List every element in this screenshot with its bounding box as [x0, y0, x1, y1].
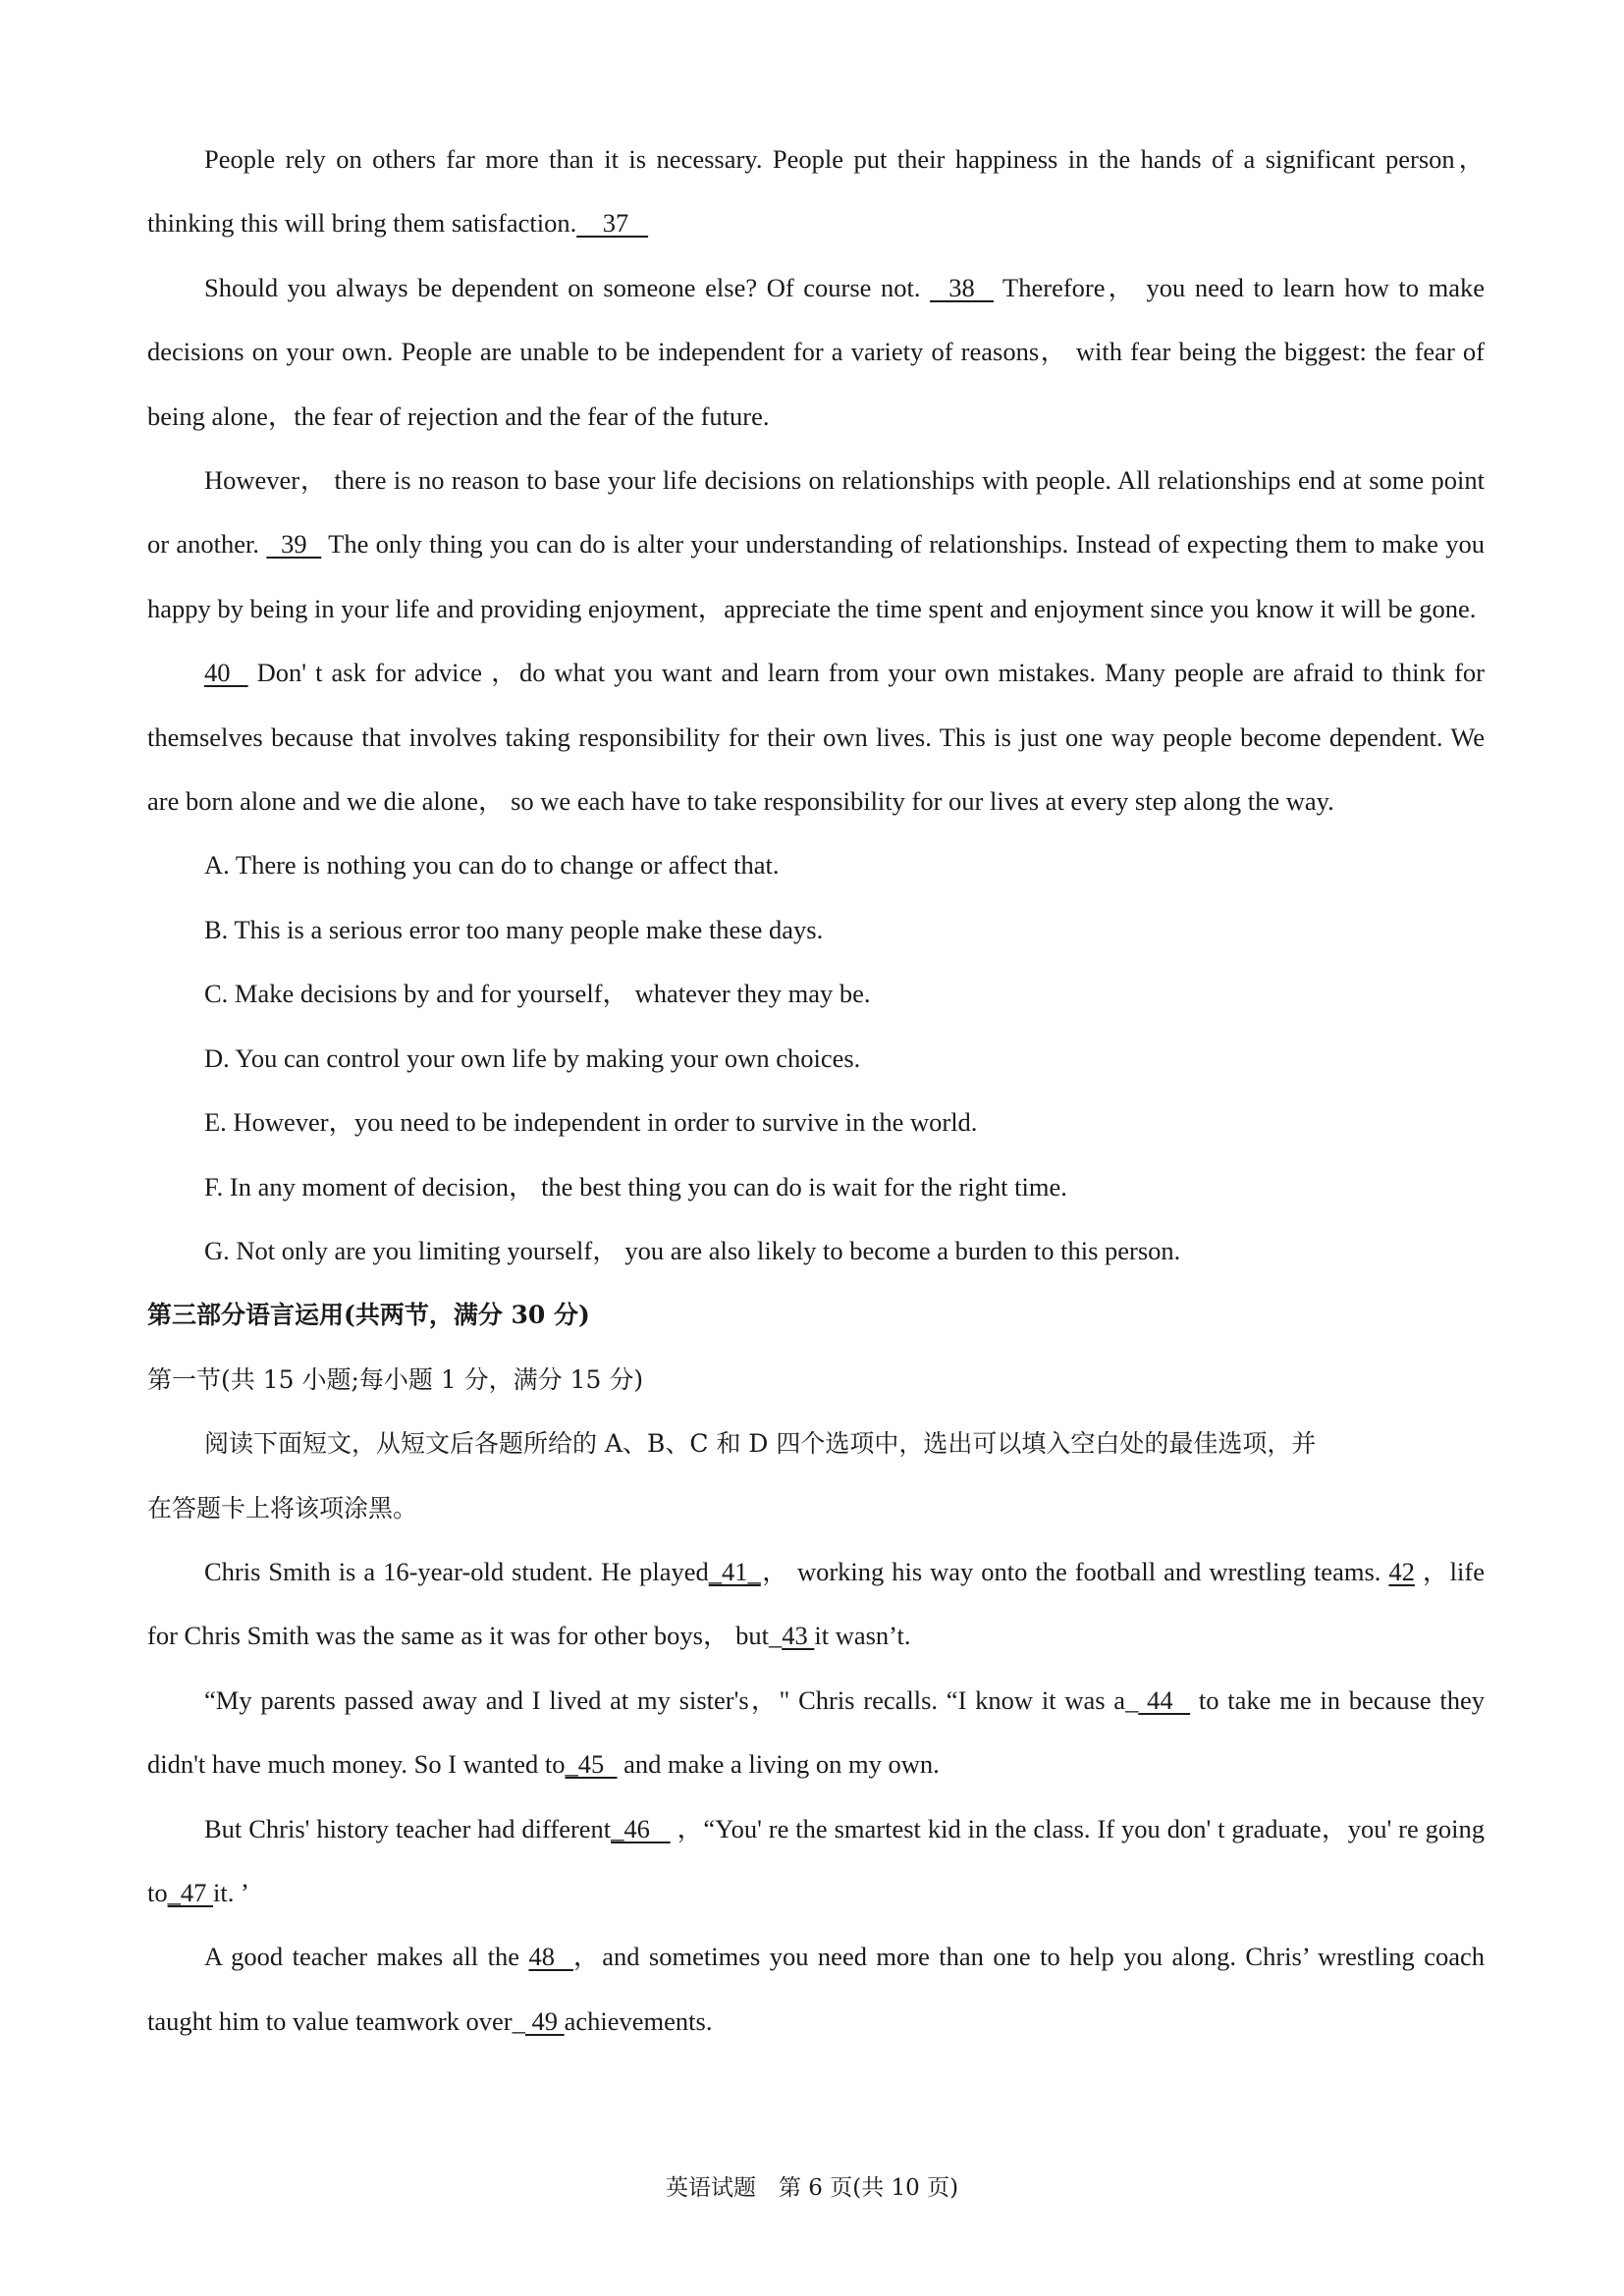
option-b: B. This is a serious error too many people make these days. [204, 914, 824, 944]
instructions-line-1: 阅读下面短文，从短文后各题所给的 A、B、C 和 D 四个选项中，选出可以填入空白处的最佳选项，并 [204, 1429, 1317, 1459]
cloze-paragraph-4 [147, 1925, 1485, 2054]
blank-37: 37 [576, 208, 649, 239]
option-a: A. There is nothing you can do to change or affect that. [204, 850, 780, 881]
text: ， working his way onto the football and wrestling teams. [760, 1556, 1389, 1586]
passage-paragraph-4 [147, 641, 1485, 833]
text: Should you always be dependent on someone else? Of course not. [204, 272, 931, 302]
blank-44: 44 [1138, 1684, 1191, 1715]
blank-42: 42 [1388, 1556, 1415, 1586]
text: Don' t ask for advice ，do what you want and learn from your own mistakes. Many people are afraid to think for themselves because that involves taking responsibility for their own lives. This is just one way people become dependent. We are born alone and we die alone， so we each have to take responsibility for our lives at every step along the way. [147, 658, 1485, 817]
blank-39: 39 [266, 529, 322, 560]
text: ，and sometimes you need more than one to help you along. Chris’ wrestling coach taught him to value teamwork over_ [147, 1942, 1486, 2036]
text: “My parents passed away and I lived at my sister's，" Chris recalls. “I know it was a_ [204, 1684, 1139, 1715]
blank-40: 40 [204, 658, 248, 688]
option-g: G. Not only are you limiting yourself， you are also likely to become a burden to this person. [204, 1235, 1181, 1265]
text: A good teacher makes all the [204, 1942, 529, 1972]
cloze-paragraph-2 [147, 1669, 1485, 1797]
option-e: E. However，you need to be independent in order to survive in the world. [204, 1107, 978, 1138]
option-d: D. You can control your own life by making your own choices. [204, 1042, 861, 1073]
cloze-paragraph-3 [147, 1797, 1485, 1926]
cloze-paragraph-1 [147, 1540, 1485, 1669]
instructions-line-2: 在答题卡上将该项涂黑。 [147, 1493, 418, 1522]
text: it. ’ [213, 1877, 249, 1907]
blank-45: _45 [565, 1749, 618, 1780]
text: achievements. [564, 2005, 713, 2036]
text: People rely on others far more than it is necessary. People put their happiness in the hands of a significant person，thinking this will bring them satisfaction. [147, 144, 1485, 239]
blank-48: 48 [528, 1942, 573, 1972]
blank-41: _41_ [708, 1556, 761, 1586]
section-heading: 第三部分语言运用(共两节，满分 30 分) [147, 1301, 590, 1330]
text: ，life for Chris Smith was the same as it was for other boys， but_ [147, 1556, 1485, 1651]
text: and make a living on my own. [617, 1749, 940, 1780]
text: ，“You' re the smartest kid in the class. If you don' t graduate，you' re going to [147, 1813, 1486, 1907]
passage-paragraph-1 [147, 128, 1485, 256]
text: Chris Smith is a 16-year-old student. He played [204, 1556, 709, 1586]
text: it wasn’t. [814, 1621, 911, 1651]
passage-paragraph-3 [147, 449, 1485, 641]
page-footer: 英语试题 第 6 页(共 10 页) [665, 2175, 959, 2201]
section-subheading: 第一节(共 15 小题;每小题 1 分，满分 15 分) [147, 1364, 644, 1394]
text: Therefore， you need to learn how to make decisions on your own. People are unable to be independent for a variety of reasons， with fear being the biggest: the fear of being alone，the fear of rejection and the fear of the future. [147, 272, 1486, 431]
blank-43: 43 [782, 1621, 815, 1651]
text: But Chris' history teacher had different [204, 1813, 612, 1843]
option-c: C. Make decisions by and for yourself， whatever they may be. [204, 979, 871, 1009]
blank-38: 38 [930, 272, 994, 302]
text: The only thing you can do is alter your understanding of relationships. Instead of expecting them to make you happy by being in your life and providing enjoyment，appreciate the time spent and enjoyment since you know it will be gone. [147, 529, 1486, 623]
text: However， there is no reason to base your life decisions on relationships with people. All relationships end at some point or another. [147, 465, 1485, 560]
blank-47: _47 [167, 1877, 213, 1907]
passage-paragraph-2 [147, 256, 1485, 449]
text: to take me in because they didn't have much money. So I wanted to [147, 1684, 1486, 1780]
option-f: F. In any moment of decision， the best thing you can do is wait for the right time. [204, 1171, 1067, 1201]
page-content [147, 128, 1485, 2054]
blank-49: 49 [524, 2005, 565, 2036]
blank-46: _46 [611, 1813, 671, 1843]
